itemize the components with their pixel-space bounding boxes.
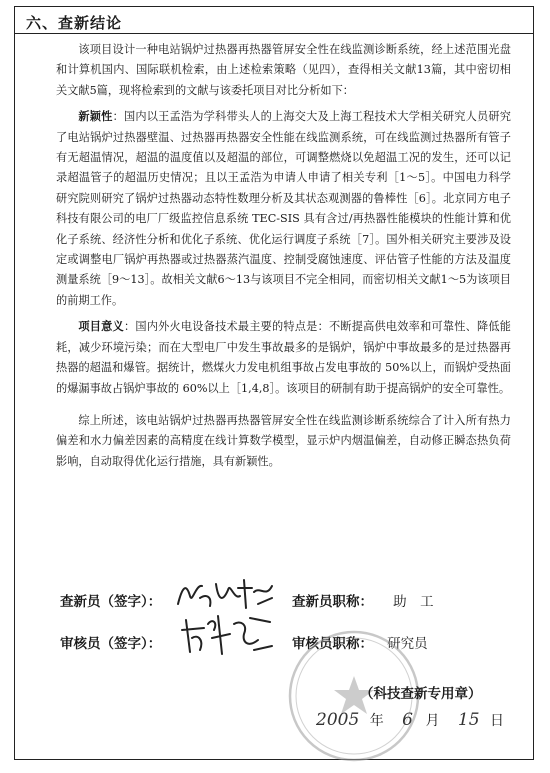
significance-paragraph: [56, 317, 511, 399]
conclusion-body: [56, 40, 511, 478]
searcher-title-label: 查新员职称：: [292, 594, 373, 610]
significance-text: ：国内外火电设备技术最主要的特点是：不断提高供电效率和可靠性、降低能耗，减少环境污染；而在大型电厂中发生事故最多的是锅炉，锅炉中事故最多的是过热器再热器的超温和爆管。据统计，燃煤火力发电机组事故占发电事故的 50%以上，而锅炉受热面的爆漏事故占锅炉事故的 60%以上［1,4,8］。该项目的研制有助于提高锅炉的安全可靠性。: [56, 320, 511, 395]
date-day: 15: [457, 710, 480, 730]
date-row: [316, 710, 504, 730]
reviewer-title-label: 审核员职称：: [292, 636, 373, 652]
date-year: 2005: [316, 710, 360, 730]
novelty-paragraph: [56, 107, 511, 311]
searcher-signature: [172, 574, 282, 614]
reviewer-signature: [178, 610, 278, 658]
significance-title: 项目意义: [78, 320, 124, 334]
novelty-text: ：国内以王孟浩为学科带头人的上海交大及上海工程技术大学相关研究人员研究了电站锅炉过热器壁温、过热器再热器安全性能在线监测系统，可在线监测过热器所有管子有无超温情况，超温的温度值以及超温的部位，可调整燃烧以免超温工况的发生，还可以记录超温管子的超温历史情况；且以王孟浩为申请人申请了相关专利［1～5］。中国电力科学研究院则研究了锅炉过热器动态特性数理分析及其状态观测器的鲁棒性［6］。北京同方电子科技有限公司的电厂厂级监控信息系统 TEC-SIS 具有含过/再热器性能模块的性能计算和优化子系统、经济性分析和优化子系统、优化运行调度子系统［7］。国外相关研究主要涉及设定或调整电厂锅炉再热器或过热器蒸汽温度、控制受腐蚀速度、评估管子性能的方法及温度测量系统［9～13］。故相关文献6～13与该项目不完全相同，而密切相关文献1～5为该项目的前期工作。: [56, 110, 511, 307]
intro-paragraph: 该项目设计一种电站锅炉过热器再热器管屏安全性在线监测诊断系统，经上述范围光盘和计算机国内、国际联机检索，由上述检索策略（见四），查得相关文献13篇，其中密切相关文献5篇，现将检索到的文献与该委托项目对比分析如下：: [56, 43, 511, 97]
heading-divider: [14, 33, 534, 34]
searcher-label: 查新员（签字）：: [60, 594, 162, 610]
reviewer-label: 审核员（签字）：: [60, 636, 162, 652]
summary-paragraph: 综上所述，该电站锅炉过热器再热器管屏安全性在线监测诊断系统综合了计入所有热力偏差和水力偏差因素的高精度在线计算数学模型，显示炉内烟温偏差，自动修正瞬态热负荷影响，自动取得优化运行措施，具有新颖性。: [56, 413, 511, 468]
date-month-unit: 月: [425, 713, 440, 729]
novelty-title: 新颖性: [78, 110, 113, 124]
searcher-title-value: 助 工: [393, 594, 434, 610]
date-year-unit: 年: [369, 713, 384, 729]
reviewer-row: [60, 632, 161, 652]
reviewer-title-value: 研究员: [387, 636, 428, 652]
searcher-row: [60, 590, 161, 610]
searcher-title-row: [292, 590, 434, 610]
date-day-unit: 日: [490, 713, 504, 729]
section-heading: 六、查新结论: [26, 14, 123, 32]
date-month: 6: [402, 710, 413, 730]
seal-label: （科技查新专用章）: [360, 686, 482, 702]
